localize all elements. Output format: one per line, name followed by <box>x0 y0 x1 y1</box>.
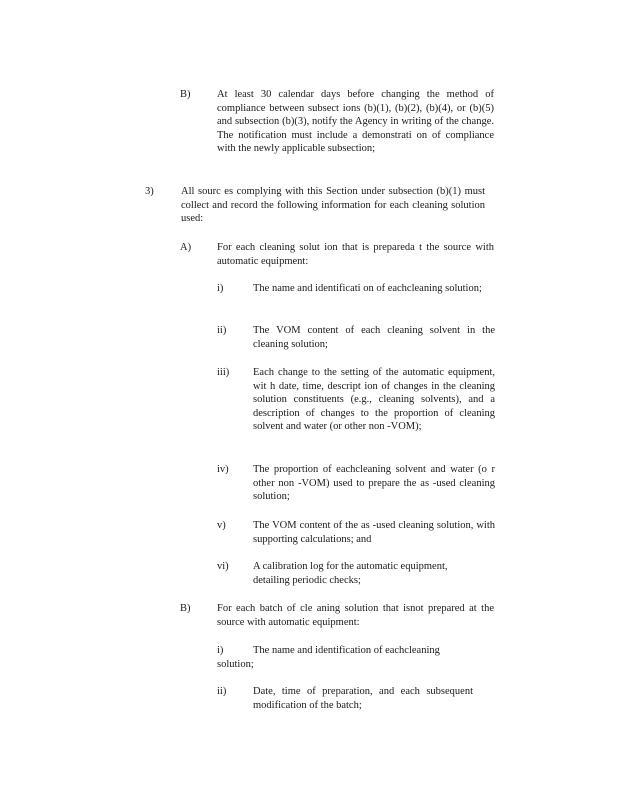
item-text: The VOM content of each cleaning solvent in the cleaning solution; <box>253 325 495 350</box>
item-text: Each change to the setting of the automatic equipment, wit h date, time, descript ion of changes in the cleaning solution constituents (e.g., cleaning solvents), and a description of changes to the proportion of cleaning solvent and water (or other non -VOM); <box>253 367 495 433</box>
item-label: iii) <box>217 367 230 378</box>
item-text: At least 30 calendar days before changing the method of compliance between subsect ions (b)(1), (b)(2), (b)(4), or (b)(5) and subsection (b)(3), notify the Agency in writing of the change. The notification must include a demonstrati on of compliance with the newly applicable subsection; <box>217 89 494 155</box>
item-label: vi) <box>217 561 229 572</box>
item-text: Date, time of preparation, and each subsequent modification of the batch; <box>253 686 473 711</box>
subparagraph-b-i: i) The name and identification of eachcleaning solution; <box>217 645 440 670</box>
item-label: B) <box>180 603 191 614</box>
item-text: For each cleaning solut ion that is prepareda t the source with automatic equipment: <box>217 242 494 267</box>
item-label: B) <box>180 89 191 100</box>
item-text: The name and identificati on of eachcleaning solution; <box>253 283 482 294</box>
item-text: The proportion of eachcleaning solvent and water (o r other non -VOM) used to prepare the as -used cleaning solution; <box>253 464 495 503</box>
item-label: iv) <box>217 464 229 475</box>
item-label: ii) <box>217 325 227 336</box>
item-label: i) <box>217 283 224 294</box>
item-label: ii) <box>217 686 227 697</box>
item-text: The name and identification of eachcleaning solution; <box>217 645 440 670</box>
item-text: The VOM content of the as -used cleaning solution, with supporting calculations; and <box>253 520 495 545</box>
item-text: For each batch of cle aning solution that isnot prepared at the source with automatic equipment: <box>217 603 494 628</box>
item-text: All sourc es complying with this Section under subsection (b)(1) must collect and record the following information for each cleaning solution used: <box>181 186 485 225</box>
item-label: v) <box>217 520 226 531</box>
item-label: 3) <box>145 186 154 197</box>
item-text: A calibration log for the automatic equipment, detailing periodic checks; <box>253 561 448 586</box>
item-label: A) <box>180 242 192 253</box>
